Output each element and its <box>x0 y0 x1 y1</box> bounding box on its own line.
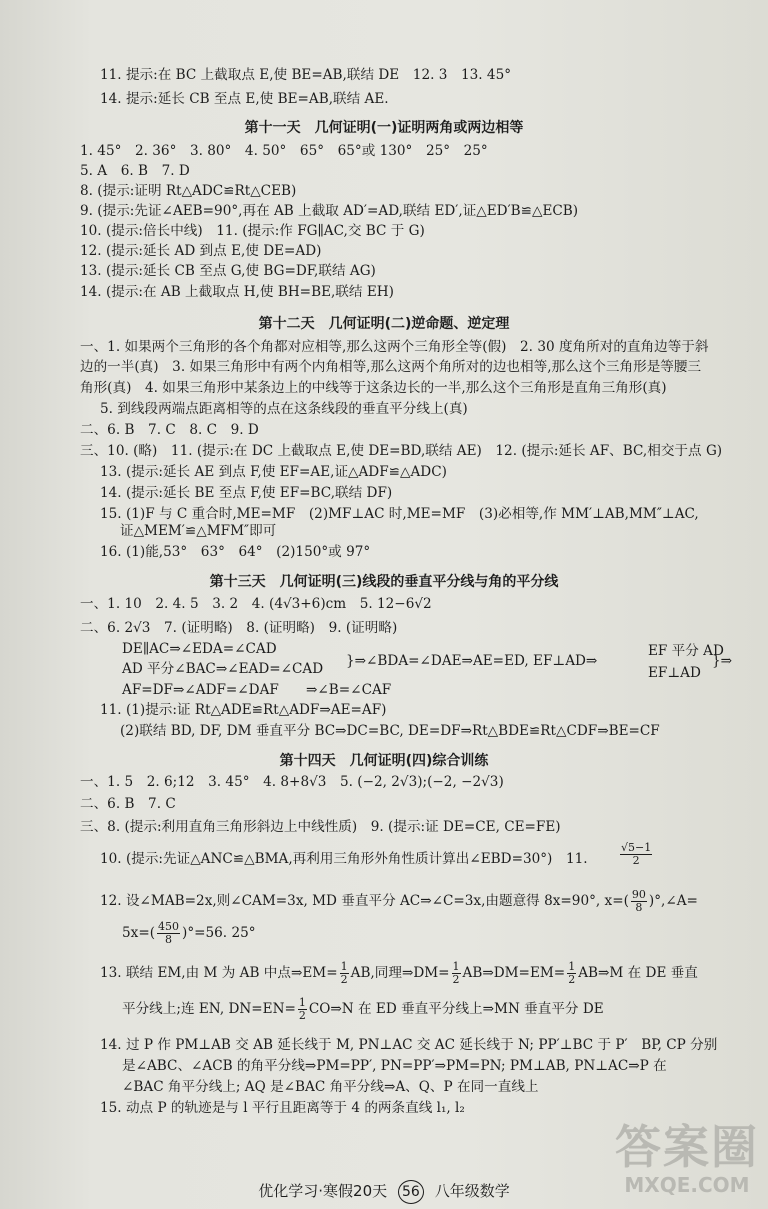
answer-line: 12. 设∠MAB=2x,则∠CAM=3x, MD 垂直平分 AC⇒∠C=3x,由题意得 8x=90°, x=( $\frac{90}{8}$ )°,∠A= <box>100 888 698 914</box>
derivation-line: AD 平分∠BAC⇒∠EAD=∠CAD <box>122 661 324 677</box>
answer-line: 5. 到线段两端点距离相等的点在这条线段的垂直平分线上(真) <box>100 401 468 417</box>
answer-line: 1. 45° 2. 36° 3. 80° 4. 50° 65° 65°或 130° 25° 25° <box>80 143 488 159</box>
answer-line: 14. (提示:在 AB 上截取点 H,使 BH=BE,联结 EH) <box>80 284 394 300</box>
answer-line: 一、1. 10 2. 4. 5 3. 2 4. (4√3+6)cm 5. 12−6√2 <box>80 596 432 612</box>
answer-line: 9. (提示:先证∠AEB=90°,再在 AB 上截取 AD′=AD,联结 ED′,证△ED′B≌△ECB) <box>80 203 579 219</box>
section-title: 第十三天 几何证明(三)线段的垂直平分线与角的平分线 <box>209 574 559 590</box>
answer-line: 平分线上;连 EN, DN=EN= $\frac{1}{2}$ CO⇒N 在 ED 垂直平分线上⇒MN 垂直平分 DE <box>122 996 604 1022</box>
answer-line: 三、10. (略) 11. (提示:在 DC 上截取点 E,使 DE=BD,联结 AE) 12. (提示:延长 AF、BC,相交于点 G) <box>80 443 723 459</box>
answer-line: 14. 提示:延长 CB 至点 E,使 BE=AB,联结 AE. <box>100 91 389 107</box>
answer-line: 二、6. 2√3 7. (证明略) 8. (证明略) 9. (证明略) <box>80 620 398 636</box>
derivation-line: EF⊥AD <box>648 665 701 681</box>
answer-line: 边的一半(真) 3. 如果三角形中有两个内角相等,那么这两个角所对的边也相等,那么这个三角形是等腰三 <box>80 359 702 375</box>
derivation-line: }⇒ <box>712 653 733 669</box>
watermark-text: 答案圈 <box>615 1120 759 1174</box>
answer-line: 是∠ABC、∠ACB 的角平分线⇒PM=PP′, PN=PP′⇒PM=PN; PM⊥AB, PN⊥AC⇒P 在 <box>122 1058 667 1074</box>
answer-line: 5x=( $\frac{450}{8}$ )°=56. 25° <box>122 920 256 946</box>
grade-subject: 八年级数学 <box>434 1182 510 1200</box>
page-number: 56 <box>398 1180 424 1204</box>
answer-line: ∠BAC 角平分线上; AQ 是∠BAC 角平分线⇒A、Q、P 在同一直线上 <box>122 1079 539 1095</box>
derivation-line: EF 平分 AD <box>648 643 724 659</box>
answer-line: 二、6. B 7. C <box>80 796 176 812</box>
section-title: 第十一天 几何证明(一)证明两角或两边相等 <box>244 120 524 136</box>
section-title: 第十二天 几何证明(二)逆命题、逆定理 <box>258 316 510 332</box>
book-title: 优化学习·寒假20天 <box>258 1182 388 1200</box>
derivation-line: AF=DF⇒∠ADF=∠DAF ⇒∠B=∠CAF <box>122 682 392 698</box>
answer-line: 一、1. 5 2. 6;12 3. 45° 4. 8+8√3 5. (−2, 2√3);(−2, −2√3) <box>80 774 504 790</box>
answer-line: 15. (1)F 与 C 重合时,ME=MF (2)MF⊥AC 时,ME=MF (3)必相等,作 MM′⊥AB,MM″⊥AC, <box>100 506 699 522</box>
section-title: 第十四天 几何证明(四)综合训练 <box>279 753 489 769</box>
answer-line: 5. A 6. B 7. D <box>80 163 190 179</box>
answer-line: (2)联结 BD, DF, DM 垂直平分 BC⇒DC=BC, DE=DF⇒Rt△BDE≌Rt△CDF⇒BE=CF <box>120 723 660 739</box>
watermark-url: MXQE.COM <box>624 1173 750 1197</box>
answer-line: 角形(真) 4. 如果三角形中某条边上的中线等于这条边长的一半,那么这个三角形是直角三角形(真) <box>80 380 667 396</box>
answer-line: 11. (1)提示:证 Rt△ADE≌Rt△ADF⇒AE=AF) <box>100 702 387 718</box>
derivation-line: DE∥AC⇒∠EDA=∠CAD <box>122 641 277 657</box>
watermark-logo <box>612 1120 762 1202</box>
answer-line: 证△MEM′≌△MFM″即可 <box>120 523 277 539</box>
answer-line: 13. (提示:延长 AE 到点 F,使 EF=AE,证△ADF≌△ADC) <box>100 464 447 480</box>
answer-line: 15. 动点 P 的轨迹是与 l 平行且距离等于 4 的两条直线 l₁, l₂ <box>100 1100 465 1116</box>
answer-line: 13. 联结 EM,由 M 为 AB 中点⇒EM= $\frac{1}{2}$ AB,同理⇒DM= $\frac{1}{2}$ AB⇒DM=EM= $\frac{1}{2}$ AB⇒M 在 DE 垂直 <box>100 960 698 986</box>
answer-line: 16. (1)能,53° 63° 64° (2)150°或 97° <box>100 544 371 560</box>
answer-line: 10. (提示:先证△ANC≌△BMA,再利用三角形外角性质计算出∠EBD=30°) 11. <box>100 851 588 867</box>
answer-line: 三、8. (提示:利用直角三角形斜边上中线性质) 9. (提示:证 DE=CE, CE=FE) <box>80 819 561 835</box>
answer-line: 10. (提示:倍长中线) 11. (提示:作 FG∥AC,交 BC 于 G) <box>80 223 425 239</box>
answer-line: 14. 过 P 作 PM⊥AB 交 AB 延长线于 M, PN⊥AC 交 AC 延长线于 N; PP′⊥BC 于 P′ BP, CP 分别 <box>100 1037 718 1053</box>
answer-line: 二、6. B 7. C 8. C 9. D <box>80 422 259 438</box>
derivation-line: }⇒∠BDA=∠DAE⇒AE=ED, EF⊥AD⇒ <box>346 653 598 669</box>
answer-line: 14. (提示:延长 BE 至点 F,使 EF=BC,联结 DF) <box>100 485 393 501</box>
answer-line: 一、1. 如果两个三角形的各个角都对应相等,那么这两个三角形全等(假) 2. 30 度角所对的直角边等于斜 <box>80 339 709 355</box>
fraction: $\frac{√5-1}{2}$ <box>621 841 652 867</box>
answer-line: 13. (提示:延长 CB 至点 G,使 BG=DF,联结 AG) <box>80 263 376 279</box>
answer-line: 11. 提示:在 BC 上截取点 E,使 BE=AB,联结 DE 12. 3 13. 45° <box>100 67 512 83</box>
answer-line: 8. (提示:证明 Rt△ADC≌Rt△CEB) <box>80 183 297 199</box>
answer-line: 12. (提示:延长 AD 到点 E,使 DE=AD) <box>80 243 322 259</box>
